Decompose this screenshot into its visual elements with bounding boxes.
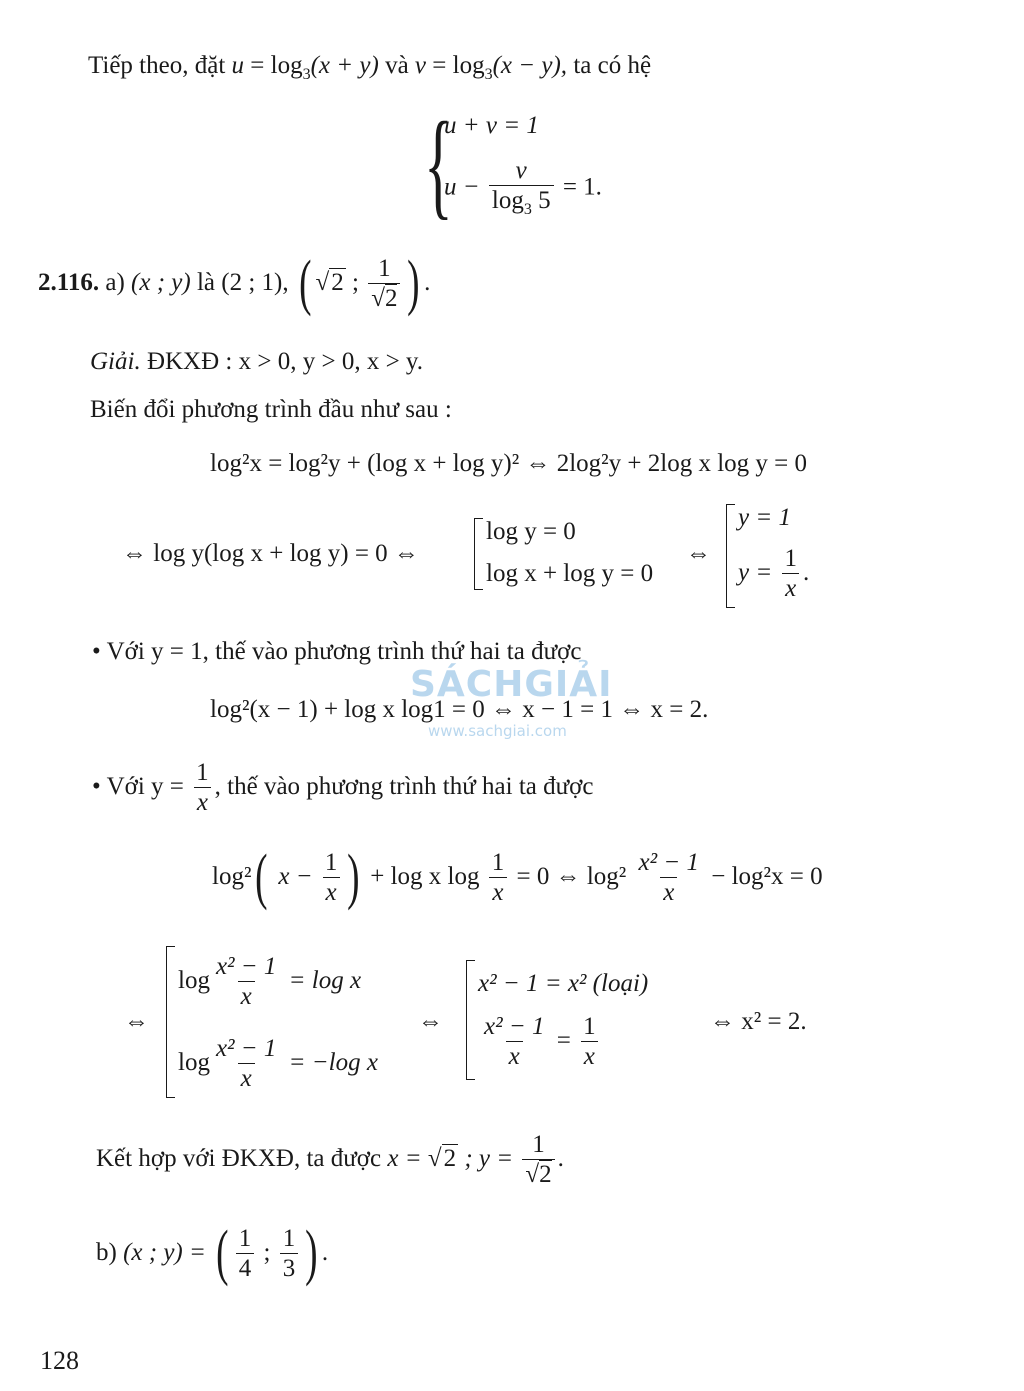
equation-3: log²(x − 1) + log x log1 = 0 ⇔ x − 1 = 1 ⇔ x = 2. (210, 696, 709, 723)
bracket (474, 518, 483, 590)
part-b-line: b) (x ; y) = ( $\frac{1}{4}$ ; $\frac{1}{3}$ ) . (96, 1219, 329, 1288)
system-brace: { (424, 97, 453, 230)
fraction: $\frac{1}{3}$ (280, 1226, 299, 1283)
equation-4: log²( x − $\frac{1}{x}$ ) + log x log $\frac{1}{x}$ = 0 ⇔ log² $\frac{\text{x² − 1}}{x}$ − log²x = 0 (212, 843, 823, 912)
case-row: x² − 1 = x² (loại) (478, 970, 649, 997)
iff-symbol: ⇔ (686, 540, 711, 567)
solution-header: Giải. ĐKXĐ : x > 0, y > 0, x > y. (90, 348, 424, 375)
problem-2-116: 2.116. a) (x ; y) là (2 ; 1), ( √2 ; $\frac{1}{√2}$ ) . (38, 249, 431, 318)
equation-1: log²x = log²y + (log x + log y)² ⇔ 2log²y + 2log x log y = 0 (210, 450, 807, 477)
transform-intro: Biến đổi phương trình đầu như sau : (90, 396, 452, 423)
iff-symbol: ⇔ (124, 1008, 149, 1035)
watermark-url: www.sachgiai.com (428, 722, 567, 740)
system-row-2: u − $\frac{v}{\log_3 5}$ = 1. (444, 157, 602, 219)
sqrt-2: √2 (427, 1144, 457, 1172)
case-row: $\frac{\text{x² − 1}}{x}$ = $\frac{1}{x}$ (478, 1014, 602, 1071)
case-row: y = $\frac{1}{x}$ . (738, 545, 810, 603)
fraction: $\frac{\text{x² − 1}}{x}$ (215, 1035, 277, 1093)
conclusion-line: Kết hợp với ĐKXĐ, ta được x = √2 ; y = $\frac{1}{√2}$ . (96, 1131, 564, 1189)
final-result: ⇔ x² = 2. (710, 1008, 807, 1035)
sqrt-2: √2 (315, 268, 344, 296)
fraction: $\frac{1}{x}$ (781, 546, 800, 603)
page-number: 128 (40, 1346, 79, 1375)
fraction: $\frac{1}{x}$ (322, 850, 341, 907)
intro-line: Tiếp theo, đặt $u = \log_3(x + y)$ và $v = \log_3(x - y)$, ta có hệ (88, 52, 652, 83)
system-row-1: u + v = 1 (444, 112, 539, 139)
fraction: $\frac{1}{x}$ (193, 760, 212, 817)
case-1-line: • Với y = 1, thế vào phương trình thứ hai ta được (92, 638, 582, 665)
iff-symbol: ⇔ (418, 1008, 443, 1035)
case-row: y = 1 (738, 504, 791, 531)
fraction: $\frac{1}{x}$ (580, 1014, 599, 1071)
fraction: $\frac{1}{√2}$ (368, 256, 400, 313)
fraction: $\frac{\text{x² − 1}}{x}$ (638, 849, 699, 907)
case-row: log x + log y = 0 (486, 560, 654, 587)
case-row: log $\frac{\text{x² − 1}}{x}$ = log x (178, 953, 362, 1011)
bracket (166, 946, 175, 1098)
bracket (726, 504, 735, 608)
fraction: $\frac{1}{4}$ (236, 1226, 255, 1283)
fraction: $\frac{v}{\log_3 5}$ (489, 158, 554, 219)
bracket (466, 960, 475, 1080)
case-row: log y = 0 (486, 518, 576, 545)
equation-2-left: ⇔ log y(log x + log y) = 0 ⇔ (122, 540, 419, 567)
fraction: $\frac{1}{x}$ (489, 850, 508, 907)
fraction: $\frac{\text{x² − 1}}{x}$ (215, 953, 277, 1011)
case-row: log $\frac{\text{x² − 1}}{x}$ = −log x (178, 1035, 378, 1093)
fraction: $\frac{1}{√2}$ (522, 1132, 554, 1189)
watermark-brand: SÁCHGIẢI (410, 664, 613, 705)
case-2-line: • Với y = $\frac{1}{x}$ , thế vào phương trình thứ hai ta được (92, 759, 594, 817)
fraction: $\frac{\text{x² − 1}}{x}$ (484, 1013, 545, 1071)
